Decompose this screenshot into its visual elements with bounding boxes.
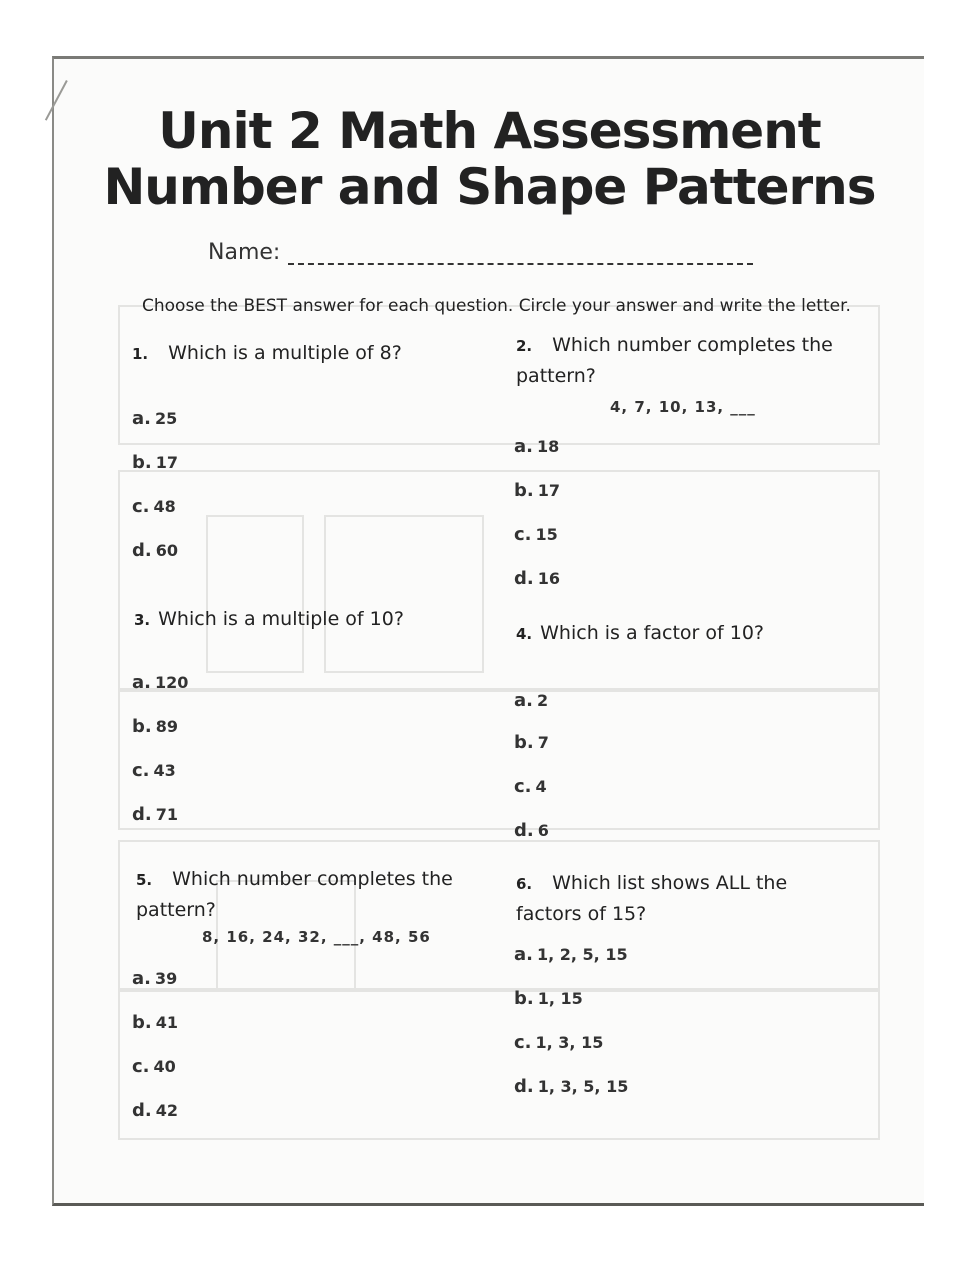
question-number: 1. [132,345,149,363]
option-text: 7 [537,733,549,752]
option-letter: d. [132,1100,152,1121]
option-text: 40 [153,1057,176,1076]
option-letter: c. [132,496,150,517]
option-letter: a. [132,968,151,989]
name-input-line[interactable] [288,243,753,265]
option-letter: a. [514,944,533,965]
option-text: 71 [155,805,178,824]
option-5a[interactable] [132,968,177,989]
title-line-1: Unit 2 Math Assessment [158,102,821,160]
option-text: 43 [153,761,176,780]
option-text: 120 [154,673,189,692]
option-letter: d. [514,568,534,589]
option-2c[interactable] [514,524,558,545]
option-text: 41 [155,1013,178,1032]
question-number: 2. [516,337,533,355]
option-6a[interactable] [514,944,628,965]
option-1a[interactable] [132,408,177,429]
question-number: 3. [134,611,151,629]
showthrough-box [118,990,880,1140]
option-letter: c. [514,776,532,797]
option-letter: d. [514,1076,534,1097]
option-3a[interactable] [132,672,188,693]
showthrough-box [118,690,880,830]
pattern-sequence: 8, 16, 24, 32, ___, 48, 56 [202,928,431,946]
question-3 [134,604,474,635]
option-4c[interactable] [514,776,547,797]
option-letter: a. [514,436,533,457]
option-text: 18 [536,437,560,456]
option-2b[interactable] [514,480,560,501]
question-4 [516,618,846,649]
question-5 [136,864,466,925]
option-letter: c. [514,1032,532,1053]
question-2 [516,330,846,391]
question-stem: Which is a factor of 10? [540,622,764,644]
option-letter: a. [132,672,151,693]
option-text: 17 [155,453,178,472]
name-label: Name: [208,240,281,265]
name-row [208,240,753,265]
option-6b[interactable] [514,988,583,1009]
option-3c[interactable] [132,760,176,781]
instructions: Choose the BEST answer for each question. Circle your answer and write the letter. [142,296,851,316]
option-1c[interactable] [132,496,176,517]
option-text: 1, 15 [537,989,583,1008]
option-letter: d. [132,540,152,561]
option-letter: d. [132,804,152,825]
option-text: 4 [535,777,547,796]
option-text: 2 [536,691,549,710]
option-4d[interactable] [514,820,549,841]
title-line-2: Number and Shape Patterns [103,158,876,216]
option-letter: b. [132,452,152,473]
option-text: 15 [535,525,558,544]
option-letter: c. [132,760,150,781]
option-text: 39 [154,969,178,988]
option-text: 17 [537,481,560,500]
option-5d[interactable] [132,1100,178,1121]
option-5b[interactable] [132,1012,178,1033]
option-6c[interactable] [514,1032,603,1053]
option-text: 6 [537,821,549,840]
option-letter: b. [514,480,534,501]
option-letter: d. [514,820,534,841]
question-stem: Which list shows ALL the factors of 15? [516,872,788,925]
option-2d[interactable] [514,568,560,589]
option-text: 1, 3, 5, 15 [537,1077,629,1096]
question-6 [516,868,806,929]
question-1 [132,338,452,369]
question-number: 5. [136,871,153,889]
option-1b[interactable] [132,452,178,473]
option-letter: b. [132,716,152,737]
pattern-sequence: 4, 7, 10, 13, ___ [610,398,756,416]
option-4a[interactable] [514,690,548,711]
question-number: 4. [516,625,533,643]
option-2a[interactable] [514,436,559,457]
question-stem: Which number completes the pattern? [136,868,453,921]
option-letter: b. [514,988,534,1009]
option-letter: a. [132,408,151,429]
option-4b[interactable] [514,732,549,753]
option-letter: b. [514,732,534,753]
question-stem: Which number completes the pattern? [516,334,833,387]
option-text: 16 [537,569,560,588]
option-3d[interactable] [132,804,178,825]
question-stem: Which is a multiple of 8? [168,342,402,364]
showthrough-box [324,515,484,673]
question-stem: Which is a multiple of 10? [158,608,404,630]
option-letter: a. [514,690,533,711]
option-text: 89 [155,717,178,736]
option-text: 1, 2, 5, 15 [536,945,628,964]
question-number: 6. [516,875,533,893]
option-letter: b. [132,1012,152,1033]
option-text: 1, 3, 15 [535,1033,604,1052]
option-text: 25 [154,409,178,428]
option-1d[interactable] [132,540,178,561]
option-text: 60 [155,541,178,560]
option-5c[interactable] [132,1056,176,1077]
showthrough-box [206,515,304,673]
option-letter: c. [514,524,532,545]
option-letter: c. [132,1056,150,1077]
option-text: 42 [155,1101,178,1120]
option-3b[interactable] [132,716,178,737]
option-6d[interactable] [514,1076,628,1097]
option-text: 48 [153,497,176,516]
